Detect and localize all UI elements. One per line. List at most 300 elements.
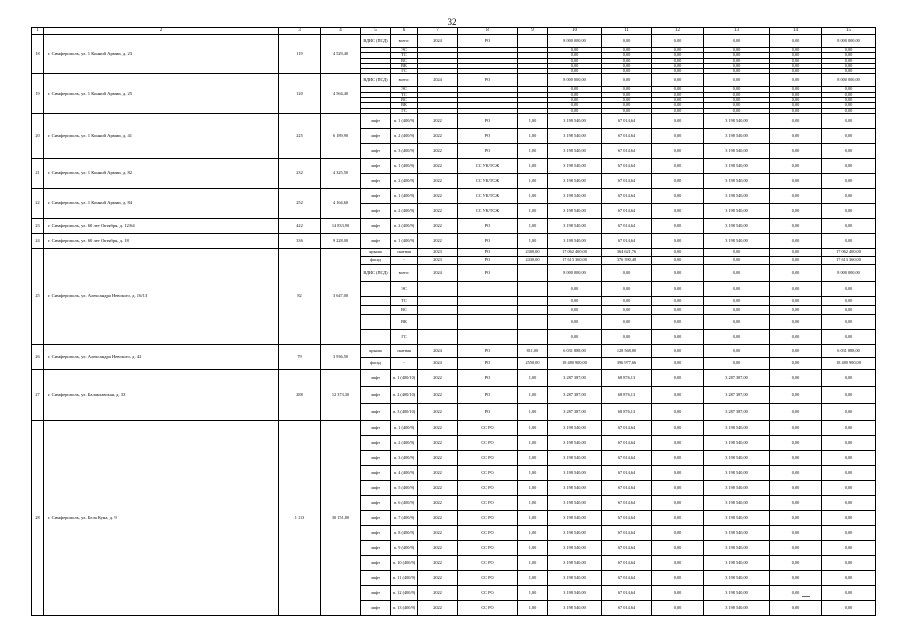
table-cell: 0,00 [602, 296, 652, 305]
table-cell: 3 198 540,00 [548, 480, 602, 495]
table-cell: 17 613 360,00 [822, 256, 876, 264]
table-cell: 18 480 900,00 [548, 357, 602, 369]
table-cell: 1,00 [518, 585, 548, 600]
sub-type: всего: [391, 74, 418, 87]
sub-type: п. 8 (400/9) [391, 525, 418, 540]
table-cell: 0,00 [652, 203, 704, 218]
table-cell: 0,00 [770, 510, 822, 525]
sub-type: п. 2 (400/9) [391, 173, 418, 188]
table-cell: 0,00 [652, 344, 704, 357]
table-cell: 0,00 [770, 63, 822, 68]
table-cell: 0,00 [704, 264, 770, 281]
sub-type: п. 6 (400/9) [391, 495, 418, 510]
table-cell: 0,00 [652, 74, 704, 87]
table-cell: 0,00 [770, 600, 822, 615]
table-cell: 1,00 [518, 158, 548, 173]
column-header: 3 [279, 28, 321, 35]
table-cell: 3 198 540,00 [704, 128, 770, 143]
table-cell: 0,00 [770, 281, 822, 296]
sub-type: п. 7 (400/9) [391, 510, 418, 525]
table-cell: 0,00 [652, 540, 704, 555]
table-cell: 0,00 [602, 48, 652, 53]
row-number: 28 [32, 420, 44, 615]
sub-type: п. 5 (400/9) [391, 480, 418, 495]
table-cell: 67 014,64 [602, 435, 652, 450]
table-cell: 67 014,64 [602, 218, 652, 233]
table-row [32, 248, 876, 256]
table-cell: 0,00 [602, 92, 652, 97]
value-cell: 4 325,50 [321, 158, 361, 188]
work-type: лифт [361, 435, 391, 450]
value-cell: 79 [279, 344, 321, 369]
year-cell: 2022 [418, 525, 458, 540]
table-cell [418, 305, 458, 314]
table-cell: 3 198 540,00 [548, 420, 602, 435]
table-cell: 0,00 [822, 450, 876, 465]
year-cell: 2022 [418, 188, 458, 203]
table-cell: 0,00 [548, 87, 602, 92]
table-cell: 0,00 [548, 108, 602, 113]
table-cell: 0,00 [652, 369, 704, 386]
address-cell: г. Симферополь, ул. 1 Конной Армии, д. 41 [44, 113, 279, 158]
table-cell: 67 014,64 [602, 203, 652, 218]
year-cell: 2022 [418, 600, 458, 615]
table-cell: 0,00 [602, 53, 652, 58]
table-cell: 0,00 [602, 281, 652, 296]
table-cell: 0,00 [822, 585, 876, 600]
work-type: лифт [361, 143, 391, 158]
table-cell: 0,00 [652, 158, 704, 173]
source-cell: РО [458, 143, 518, 158]
sub-type: п. 10 (400/9) [391, 555, 418, 570]
sub-type: ГС [391, 108, 418, 113]
table-cell: 1,00 [518, 386, 548, 403]
value-cell: 119 [279, 35, 321, 74]
column-header: 12 [652, 28, 704, 35]
table-cell: 1,00 [518, 495, 548, 510]
year-cell: 2022 [418, 570, 458, 585]
table-cell: 0,00 [770, 53, 822, 58]
table-cell: 0,00 [602, 98, 652, 103]
table-cell: 0,00 [652, 465, 704, 480]
table-cell: 0,00 [652, 314, 704, 329]
table-cell: 3 198 540,00 [548, 233, 602, 248]
work-type: лифт [361, 420, 391, 435]
table-cell: 3 198 540,00 [704, 525, 770, 540]
table-cell: 0,00 [652, 296, 704, 305]
table-cell: 3 198 540,00 [548, 128, 602, 143]
table-cell: 0,00 [652, 87, 704, 92]
work-type: лифт [361, 450, 391, 465]
work-type: крыша [361, 344, 391, 357]
table-cell: 0,00 [770, 420, 822, 435]
table-cell: РО [458, 248, 518, 256]
table-cell: 0,00 [602, 87, 652, 92]
table-cell: 1,00 [518, 420, 548, 435]
sub-type: п. 1 (400/9) [391, 158, 418, 173]
table-cell: 0,00 [652, 585, 704, 600]
table-cell: 0,00 [770, 233, 822, 248]
table-cell: 0,00 [652, 570, 704, 585]
table-cell: 3 198 540,00 [548, 188, 602, 203]
table-cell [418, 281, 458, 296]
table-cell: 811,00 [518, 344, 548, 357]
row-number: 22 [32, 188, 44, 218]
sub-type: скатная [391, 344, 418, 357]
table-cell: 1,00 [518, 203, 548, 218]
table-cell: 0,00 [704, 108, 770, 113]
year-cell: 2022 [418, 233, 458, 248]
source-cell: СС РО [458, 480, 518, 495]
year-cell: 2022 [418, 435, 458, 450]
table-cell: 0,00 [704, 296, 770, 305]
table-cell: 0,00 [822, 570, 876, 585]
table-cell: 0,00 [602, 329, 652, 344]
table-cell: 3 198 540,00 [704, 158, 770, 173]
table-cell: 3 198 540,00 [704, 233, 770, 248]
work-type: лифт [361, 465, 391, 480]
sub-type: п. 2 (400/9) [391, 203, 418, 218]
table-cell: 0,00 [652, 113, 704, 128]
year-cell: 2022 [418, 450, 458, 465]
table-cell: РО [458, 357, 518, 369]
work-type: лифт [361, 585, 391, 600]
table-cell: 67 014,64 [602, 480, 652, 495]
table-cell: 0,00 [822, 203, 876, 218]
table-cell: всего: [391, 264, 418, 281]
row-number: 18 [32, 35, 44, 74]
table-cell: 3 198 540,00 [704, 555, 770, 570]
sub-type: ЭС [391, 48, 418, 53]
table-cell: 0,00 [602, 35, 652, 48]
table-cell: 67 014,64 [602, 585, 652, 600]
value-cell: 288 [279, 369, 321, 420]
table-cell: 0,00 [770, 48, 822, 53]
table-cell: 0,00 [548, 281, 602, 296]
table-row [32, 35, 876, 48]
table-cell: 0,00 [822, 188, 876, 203]
table-cell: 2024 [418, 344, 458, 357]
table-cell: 0,00 [704, 103, 770, 108]
table-cell: 0,00 [770, 314, 822, 329]
year-cell: 2022 [418, 143, 458, 158]
table-cell: 0,00 [822, 480, 876, 495]
table-cell: 3 198 540,00 [548, 143, 602, 158]
sub-type: п. 1 (400/10) [391, 369, 418, 386]
source-cell: СС УК/ТСЖ [458, 158, 518, 173]
sub-type: скатная [391, 248, 418, 256]
table-cell: 67 014,64 [602, 570, 652, 585]
sub-type: ВК [391, 314, 418, 329]
table-cell: 0,00 [548, 103, 602, 108]
table-cell: 0,00 [770, 555, 822, 570]
table-cell: 0,00 [822, 314, 876, 329]
sub-type: п. 9 (400/9) [391, 540, 418, 555]
table-cell: 67 014,64 [602, 465, 652, 480]
column-header: 11 [602, 28, 652, 35]
table-cell: 1,00 [518, 465, 548, 480]
page-number: 32 [447, 17, 457, 27]
table-cell: 0,00 [822, 69, 876, 74]
table-row [32, 158, 876, 173]
sub-type: п. 2 (400/9) [391, 218, 418, 233]
table-cell: РО [458, 344, 518, 357]
table-cell: 2430,00 [518, 256, 548, 264]
table-cell: 3 287 387,00 [548, 403, 602, 420]
row-number: 21 [32, 158, 44, 188]
year-cell: 2022 [418, 158, 458, 173]
table-cell [518, 74, 548, 87]
table-cell: 0,00 [704, 344, 770, 357]
table-cell: 0,00 [704, 35, 770, 48]
table-cell [418, 329, 458, 344]
table-cell: 0,00 [704, 98, 770, 103]
work-type: лифт [361, 600, 391, 615]
year-cell: 2022 [418, 585, 458, 600]
work-type: лифт [361, 510, 391, 525]
table-cell: 67 014,64 [602, 510, 652, 525]
table-cell: 0,00 [602, 264, 652, 281]
sub-type: ВК [391, 103, 418, 108]
year-cell: 2022 [418, 203, 458, 218]
table-cell: 0,00 [602, 103, 652, 108]
table-cell: 0,00 [652, 357, 704, 369]
source-cell: СС РО [458, 570, 518, 585]
table-cell: 2023 [418, 248, 458, 256]
table-cell: 17 062 400,00 [822, 248, 876, 256]
table-cell: 1,00 [518, 510, 548, 525]
table-cell: 0,00 [704, 63, 770, 68]
source-cell: СС РО [458, 540, 518, 555]
table-cell: 0,00 [602, 74, 652, 87]
year-cell: 2022 [418, 510, 458, 525]
value-cell: 422 [279, 218, 321, 233]
table-row [32, 218, 876, 233]
work-type: фасад [361, 357, 391, 369]
table-cell: 1,00 [518, 525, 548, 540]
sub-type: п. 2 (400/9) [391, 128, 418, 143]
column-header: 8 [458, 28, 518, 35]
table-cell: 3 198 540,00 [704, 480, 770, 495]
table-cell: 0,00 [548, 63, 602, 68]
table-cell: 0,00 [770, 203, 822, 218]
sub-type: ГС [391, 329, 418, 344]
table-cell: 67 014,64 [602, 128, 652, 143]
table-cell: 8 000 000,00 [548, 264, 602, 281]
table-cell: 0,00 [652, 218, 704, 233]
table-cell: 0,00 [822, 92, 876, 97]
sub-type: п. 1 (400/9) [391, 113, 418, 128]
table-cell: 1,00 [518, 403, 548, 420]
table-cell: 3 198 540,00 [704, 420, 770, 435]
year-cell: 2024 [418, 35, 458, 48]
table-cell: 0,00 [548, 296, 602, 305]
work-type: фасад [361, 256, 391, 264]
table-cell: 0,00 [770, 264, 822, 281]
table-cell: 0,00 [652, 103, 704, 108]
value-cell: 232 [279, 158, 321, 188]
table-cell: 67 014,64 [602, 233, 652, 248]
table-cell: 0,00 [770, 495, 822, 510]
table-cell: 0,00 [770, 143, 822, 158]
value-cell: 3 647,00 [321, 248, 361, 344]
table-cell: 0,00 [652, 53, 704, 58]
table-cell: 0,00 [770, 357, 822, 369]
source-cell: РО [458, 113, 518, 128]
table-cell [361, 305, 391, 314]
table-cell: 67 014,64 [602, 173, 652, 188]
table-cell: 396 977,66 [602, 357, 652, 369]
table-cell: 0,00 [770, 540, 822, 555]
table-cell: 3 287 387,00 [548, 386, 602, 403]
table-cell: 3 198 540,00 [548, 450, 602, 465]
table-cell: 1,00 [518, 540, 548, 555]
table-cell [518, 314, 548, 329]
table-cell: 0,00 [770, 403, 822, 420]
sub-type: п. 11 (400/9) [391, 570, 418, 585]
source-cell: СС РО [458, 510, 518, 525]
address-cell: г. Симферополь, ул. 1 Конной Армии, д. 25 [44, 74, 279, 113]
table-row [32, 420, 876, 435]
address-cell: г. Симферополь, ул. Александра Невского, д. 42 [44, 344, 279, 369]
table-cell: 67 014,64 [602, 420, 652, 435]
table-cell: 3 198 540,00 [548, 158, 602, 173]
source-cell: СС РО [458, 600, 518, 615]
table-cell: 3 198 540,00 [548, 585, 602, 600]
table-cell: 364 621,76 [602, 248, 652, 256]
table-cell: 0,00 [822, 218, 876, 233]
row-number: 23 [32, 218, 44, 233]
source-cell: СС РО [458, 420, 518, 435]
source-cell: РО [458, 403, 518, 420]
source-cell: СС РО [458, 450, 518, 465]
table-cell: 3 198 540,00 [704, 113, 770, 128]
source-cell: СС УК/ТСЖ [458, 188, 518, 203]
table-cell: 67 014,64 [602, 158, 652, 173]
work-type: лифт [361, 480, 391, 495]
value-cell: 14 833,90 [321, 218, 361, 233]
table-cell: 0,00 [822, 495, 876, 510]
table-cell: 1,00 [518, 369, 548, 386]
table-cell [418, 314, 458, 329]
table-cell: 0,00 [652, 58, 704, 63]
table-cell [361, 314, 391, 329]
table-cell: 67 014,64 [602, 450, 652, 465]
work-type: лифт [361, 369, 391, 386]
work-type: лифт [361, 540, 391, 555]
table-cell: 17 613 360,00 [548, 256, 602, 264]
table-cell: 0,00 [770, 108, 822, 113]
sub-type: ТС [391, 53, 418, 58]
table-cell: 1,00 [518, 218, 548, 233]
table-cell: 6 031 888,00 [822, 344, 876, 357]
table-cell: 0,00 [822, 103, 876, 108]
source-cell: СС УК/ТСЖ [458, 173, 518, 188]
table-cell: 3 198 540,00 [548, 540, 602, 555]
work-type: ВДИС (ПСД) [361, 35, 391, 48]
table-cell: 0,00 [770, 92, 822, 97]
work-type: лифт [361, 173, 391, 188]
table-cell: 3 198 540,00 [548, 113, 602, 128]
table-cell: 6 031 888,00 [548, 344, 602, 357]
table-cell: 0,00 [770, 465, 822, 480]
source-cell: СС РО [458, 465, 518, 480]
table-cell: 3 198 540,00 [704, 510, 770, 525]
sub-type: п. 3 (400/10) [391, 403, 418, 420]
sub-type: п. 2 (400/9) [391, 435, 418, 450]
table-cell: 3 198 540,00 [548, 465, 602, 480]
table-cell: 128 568,80 [602, 344, 652, 357]
work-type: лифт [361, 570, 391, 585]
row-number: 20 [32, 113, 44, 158]
table-cell: 0,00 [770, 103, 822, 108]
table-cell: 67 014,64 [602, 143, 652, 158]
table-cell: 0,00 [652, 63, 704, 68]
work-type: крыша [361, 248, 391, 256]
table-cell: 0,00 [602, 305, 652, 314]
table-cell: 0,00 [652, 305, 704, 314]
table-cell: 0,00 [704, 314, 770, 329]
table-cell: 0,00 [652, 600, 704, 615]
column-header: 2 [44, 28, 279, 35]
table-cell: 0,00 [548, 48, 602, 53]
table-cell: 0,00 [652, 69, 704, 74]
table-cell: 0,00 [704, 305, 770, 314]
table-cell: 0,00 [822, 296, 876, 305]
table-cell: 0,00 [652, 403, 704, 420]
table-cell: 0,00 [770, 248, 822, 256]
table-cell: 3 198 540,00 [548, 555, 602, 570]
year-cell: 2022 [418, 495, 458, 510]
table-cell: 0,00 [652, 48, 704, 53]
table-cell: 0,00 [652, 386, 704, 403]
table-cell [458, 296, 518, 305]
table-cell: 3 198 540,00 [704, 203, 770, 218]
source-cell: СС РО [458, 555, 518, 570]
source-cell: СС РО [458, 495, 518, 510]
work-type: лифт [361, 158, 391, 173]
year-cell: 2022 [418, 420, 458, 435]
table-cell: 0,00 [822, 58, 876, 63]
sub-type: п. 1 (400/9) [391, 233, 418, 248]
year-cell: 2022 [418, 540, 458, 555]
work-type: лифт [361, 495, 391, 510]
sub-type: п. 13 (400/9) [391, 600, 418, 615]
table-cell: 0,00 [770, 296, 822, 305]
table-cell: 0,00 [770, 450, 822, 465]
table-cell: 0,00 [652, 256, 704, 264]
work-type: лифт [361, 525, 391, 540]
table-cell: 0,00 [770, 369, 822, 386]
table-cell [518, 35, 548, 48]
table-cell: 0,00 [652, 143, 704, 158]
sub-type: ЭС [391, 87, 418, 92]
source-cell: СС УК/ТСЖ [458, 203, 518, 218]
work-type: лифт [361, 403, 391, 420]
table-cell: 0,00 [770, 218, 822, 233]
table-cell: 3 198 540,00 [548, 203, 602, 218]
table-cell: 0,00 [602, 314, 652, 329]
table-cell: 0,00 [770, 435, 822, 450]
column-header: 5 [361, 28, 391, 35]
sub-type: п. 3 (400/9) [391, 143, 418, 158]
table-cell: 3 198 540,00 [704, 540, 770, 555]
table-cell [361, 296, 391, 305]
table-row [32, 188, 876, 203]
table-cell: 8 000 000,00 [822, 264, 876, 281]
table-cell: 0,00 [602, 58, 652, 63]
table-cell: 3 198 540,00 [704, 600, 770, 615]
